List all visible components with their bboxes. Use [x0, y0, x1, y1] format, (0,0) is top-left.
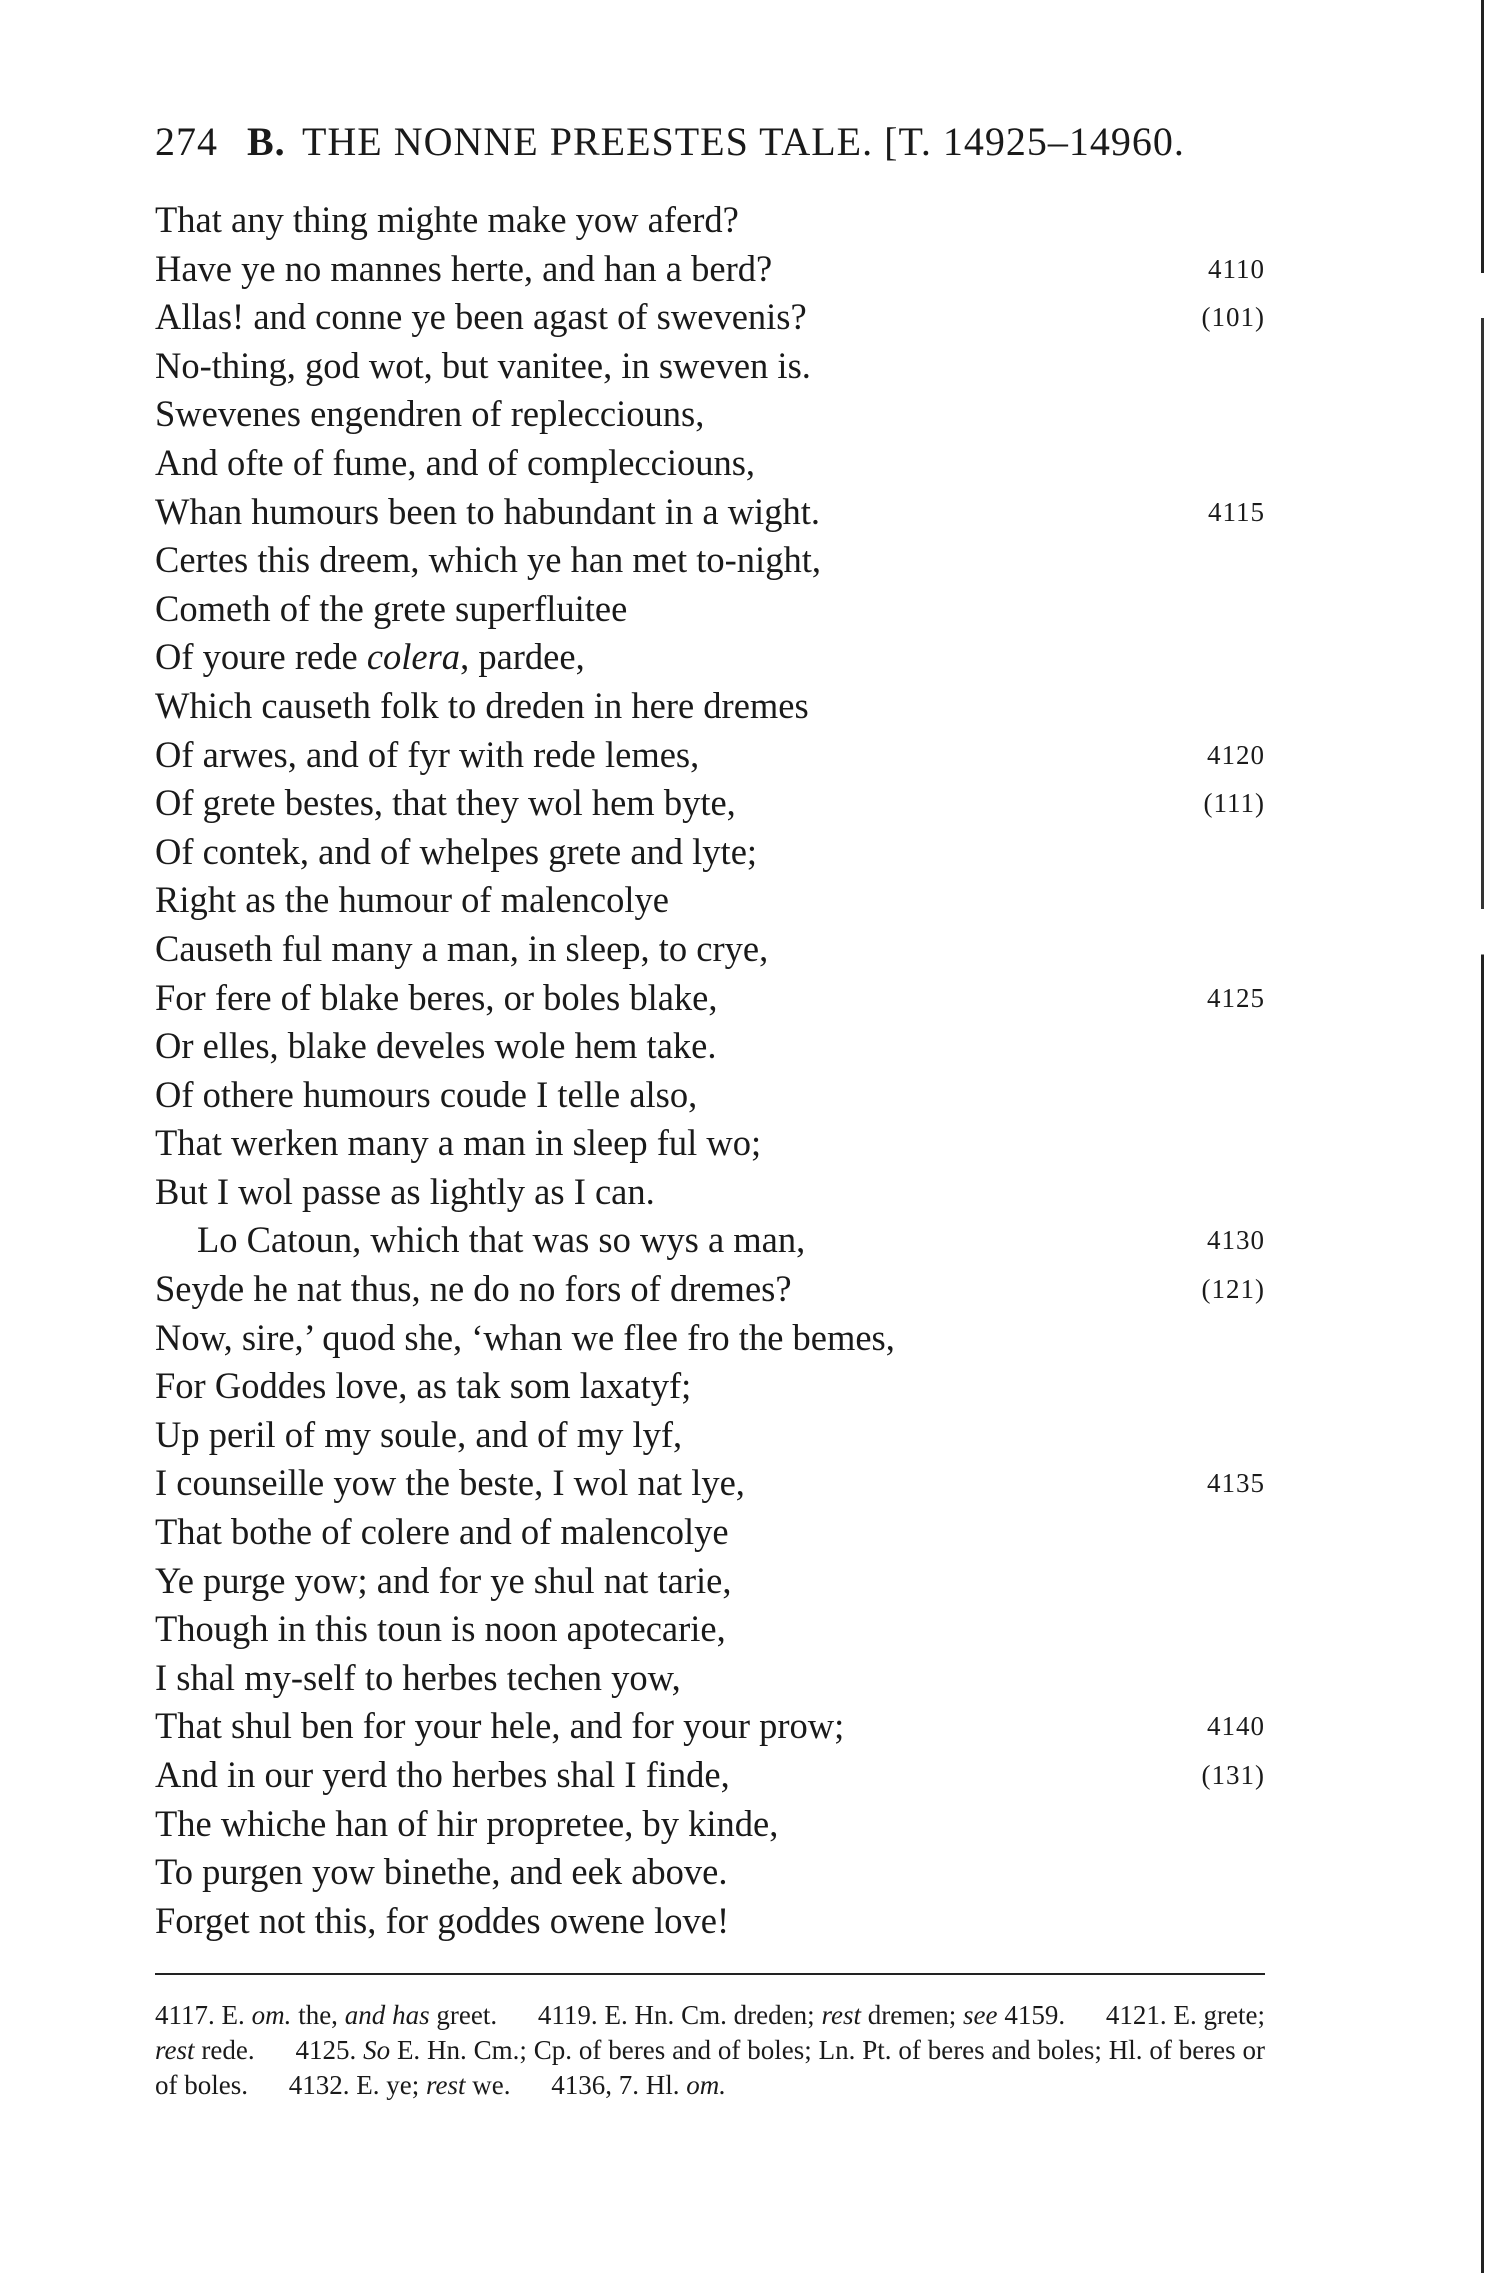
verse-text: Though in this toun is noon apotecarie,	[155, 1608, 726, 1650]
verse-line	[155, 1314, 1265, 1363]
verse-line	[155, 1508, 1265, 1557]
verse-line	[155, 876, 1265, 925]
verse-line	[155, 1848, 1265, 1897]
verse-text: Allas! and conne ye been agast of swevenis?	[155, 296, 807, 338]
verse-line	[155, 390, 1265, 439]
verse-line	[155, 1168, 1265, 1217]
verse-text: Certes this dreem, which ye han met to-night,	[155, 539, 821, 581]
verse-text: To purgen yow binethe, and eek above.	[155, 1851, 728, 1893]
verse-line	[155, 925, 1265, 974]
verse-text: For fere of blake beres, or boles blake,	[155, 976, 718, 1018]
footnote: 4119. E. Hn. Cm. dreden; rest dremen; see 4159.	[537, 2000, 1066, 2030]
verse-text: Have ye no mannes herte, and han a berd?	[155, 247, 773, 289]
running-head	[155, 118, 1185, 165]
footnote: 4136, 7. Hl. om.	[551, 2070, 726, 2100]
verse-line	[155, 1022, 1265, 1071]
verse-line	[155, 342, 1265, 391]
page-number: 274	[155, 119, 218, 164]
verse-text: No-thing, god wot, but vanitee, in sweven is.	[155, 344, 811, 386]
verse-text: Or elles, blake develes wole hem take.	[155, 1025, 717, 1067]
verse-line	[155, 1459, 1265, 1508]
verse-line	[155, 779, 1265, 828]
line-number: 4140	[1207, 1711, 1265, 1742]
verse-line	[155, 1071, 1265, 1120]
section-letter: B.	[247, 119, 286, 164]
verse-line	[155, 682, 1265, 731]
verse-text: Of contek, and of whelpes grete and lyte;	[155, 830, 758, 872]
verse-text: That any thing mighte make yow aferd?	[155, 199, 739, 240]
line-number: (131)	[1201, 1760, 1265, 1790]
line-number: 4135	[1207, 1468, 1265, 1499]
verse-text: That bothe of colere and of malencolye	[155, 1511, 729, 1553]
footnotes	[155, 1998, 1265, 2103]
verse-text: Of grete bestes, that they wol hem byte,	[155, 782, 736, 824]
verse-line	[155, 196, 1265, 245]
verse-text: That shul ben for your hele, and for your prow;	[155, 1705, 845, 1747]
verse-line	[155, 1119, 1265, 1168]
verse-line	[155, 488, 1265, 537]
verse-text: I shal my-self to herbes techen yow,	[155, 1656, 681, 1698]
verse-text: And in our yerd tho herbes shal I finde,	[155, 1754, 730, 1795]
italic-word: colera	[366, 636, 461, 678]
verse-line	[155, 536, 1265, 585]
verse-line	[155, 731, 1265, 780]
verse-line	[155, 1216, 1265, 1265]
line-number: 4115	[1208, 496, 1265, 527]
line-number: (101)	[1201, 302, 1265, 333]
verse-text: Which causeth folk to dreden in here dremes	[155, 684, 809, 726]
page-edge	[1481, 0, 1484, 2273]
verse-text: For Goddes love, as tak som laxatyf;	[155, 1365, 692, 1407]
verse-text: Lo Catoun, which that was so wys a man,	[197, 1219, 806, 1261]
footnote: 4121. E. grete; rest rede.	[155, 2000, 1265, 2065]
verse-line	[155, 1411, 1265, 1460]
verse-text: And ofte of fume, and of complecciouns,	[155, 441, 756, 483]
verse-text: But I wol passe as lightly as I can.	[155, 1170, 655, 1212]
verse-text: Swevenes engendren of replecciouns,	[155, 393, 705, 435]
verse-line	[155, 1751, 1265, 1800]
footnote: 4132. E. ye; rest we.	[288, 2070, 511, 2100]
verse-line	[155, 828, 1265, 877]
verse-text: Causeth ful many a man, in sleep, to crye,	[155, 927, 769, 969]
verse-text: Ye purge yow; and for ye shul nat tarie,	[155, 1559, 732, 1601]
line-number: 4130	[1207, 1225, 1265, 1256]
verse-text: Of youre rede colera, pardee,	[155, 636, 585, 678]
verse-block	[155, 196, 1265, 1945]
verse-line	[155, 245, 1265, 294]
verse-text: Now, sire,’ quod she, ‘whan we flee fro the bemes,	[155, 1316, 895, 1358]
verse-line	[155, 633, 1265, 682]
verse-line	[155, 1654, 1265, 1703]
verse-text: Cometh of the grete superfluitee	[155, 587, 628, 629]
verse-text: The whiche han of hir propretee, by kinde,	[155, 1802, 779, 1844]
verse-text: I counseille yow the beste, I wol nat lye,	[155, 1462, 745, 1504]
footnote: 4117. E. om. the, and has greet.	[155, 2000, 498, 2030]
verse-text: Of othere humours coude I telle also,	[155, 1073, 698, 1115]
line-number: 4110	[1208, 253, 1265, 284]
verse-text: Of arwes, and of fyr with rede lemes,	[155, 733, 700, 775]
verse-line	[155, 1362, 1265, 1411]
verse-line	[155, 1605, 1265, 1654]
footnote: 4125. So E. Hn. Cm.; Cp. of beres and of boles; Ln. Pt. of beres and boles; Hl. of beres or of boles.	[155, 2035, 1266, 2100]
line-number: (111)	[1203, 788, 1265, 819]
footnote-rule	[155, 1973, 1265, 1975]
verse-line	[155, 974, 1265, 1023]
verse-line	[155, 1897, 1265, 1946]
verse-text: That werken many a man in sleep ful wo;	[155, 1122, 762, 1164]
verse-line	[155, 1265, 1265, 1314]
verse-text: Up peril of my soule, and of my lyf,	[155, 1413, 683, 1455]
verse-line	[155, 1702, 1265, 1751]
verse-line	[155, 585, 1265, 634]
line-number: 4120	[1207, 739, 1265, 770]
line-number: (121)	[1201, 1274, 1265, 1305]
verse-text: Right as the humour of malencolye	[155, 879, 669, 921]
running-title: THE NONNE PREESTES TALE.	[301, 119, 874, 164]
verse-text: Whan humours been to habundant in a wight.	[155, 490, 820, 532]
verse-line	[155, 293, 1265, 342]
line-number: 4125	[1207, 982, 1265, 1013]
verse-line	[155, 1800, 1265, 1849]
verse-line	[155, 1557, 1265, 1606]
verse-line	[155, 439, 1265, 488]
line-reference: [T. 14925–14960.	[884, 119, 1185, 164]
verse-text: Forget not this, for goddes owene love!	[155, 1899, 730, 1941]
verse-text: Seyde he nat thus, ne do no fors of dremes?	[155, 1268, 792, 1310]
